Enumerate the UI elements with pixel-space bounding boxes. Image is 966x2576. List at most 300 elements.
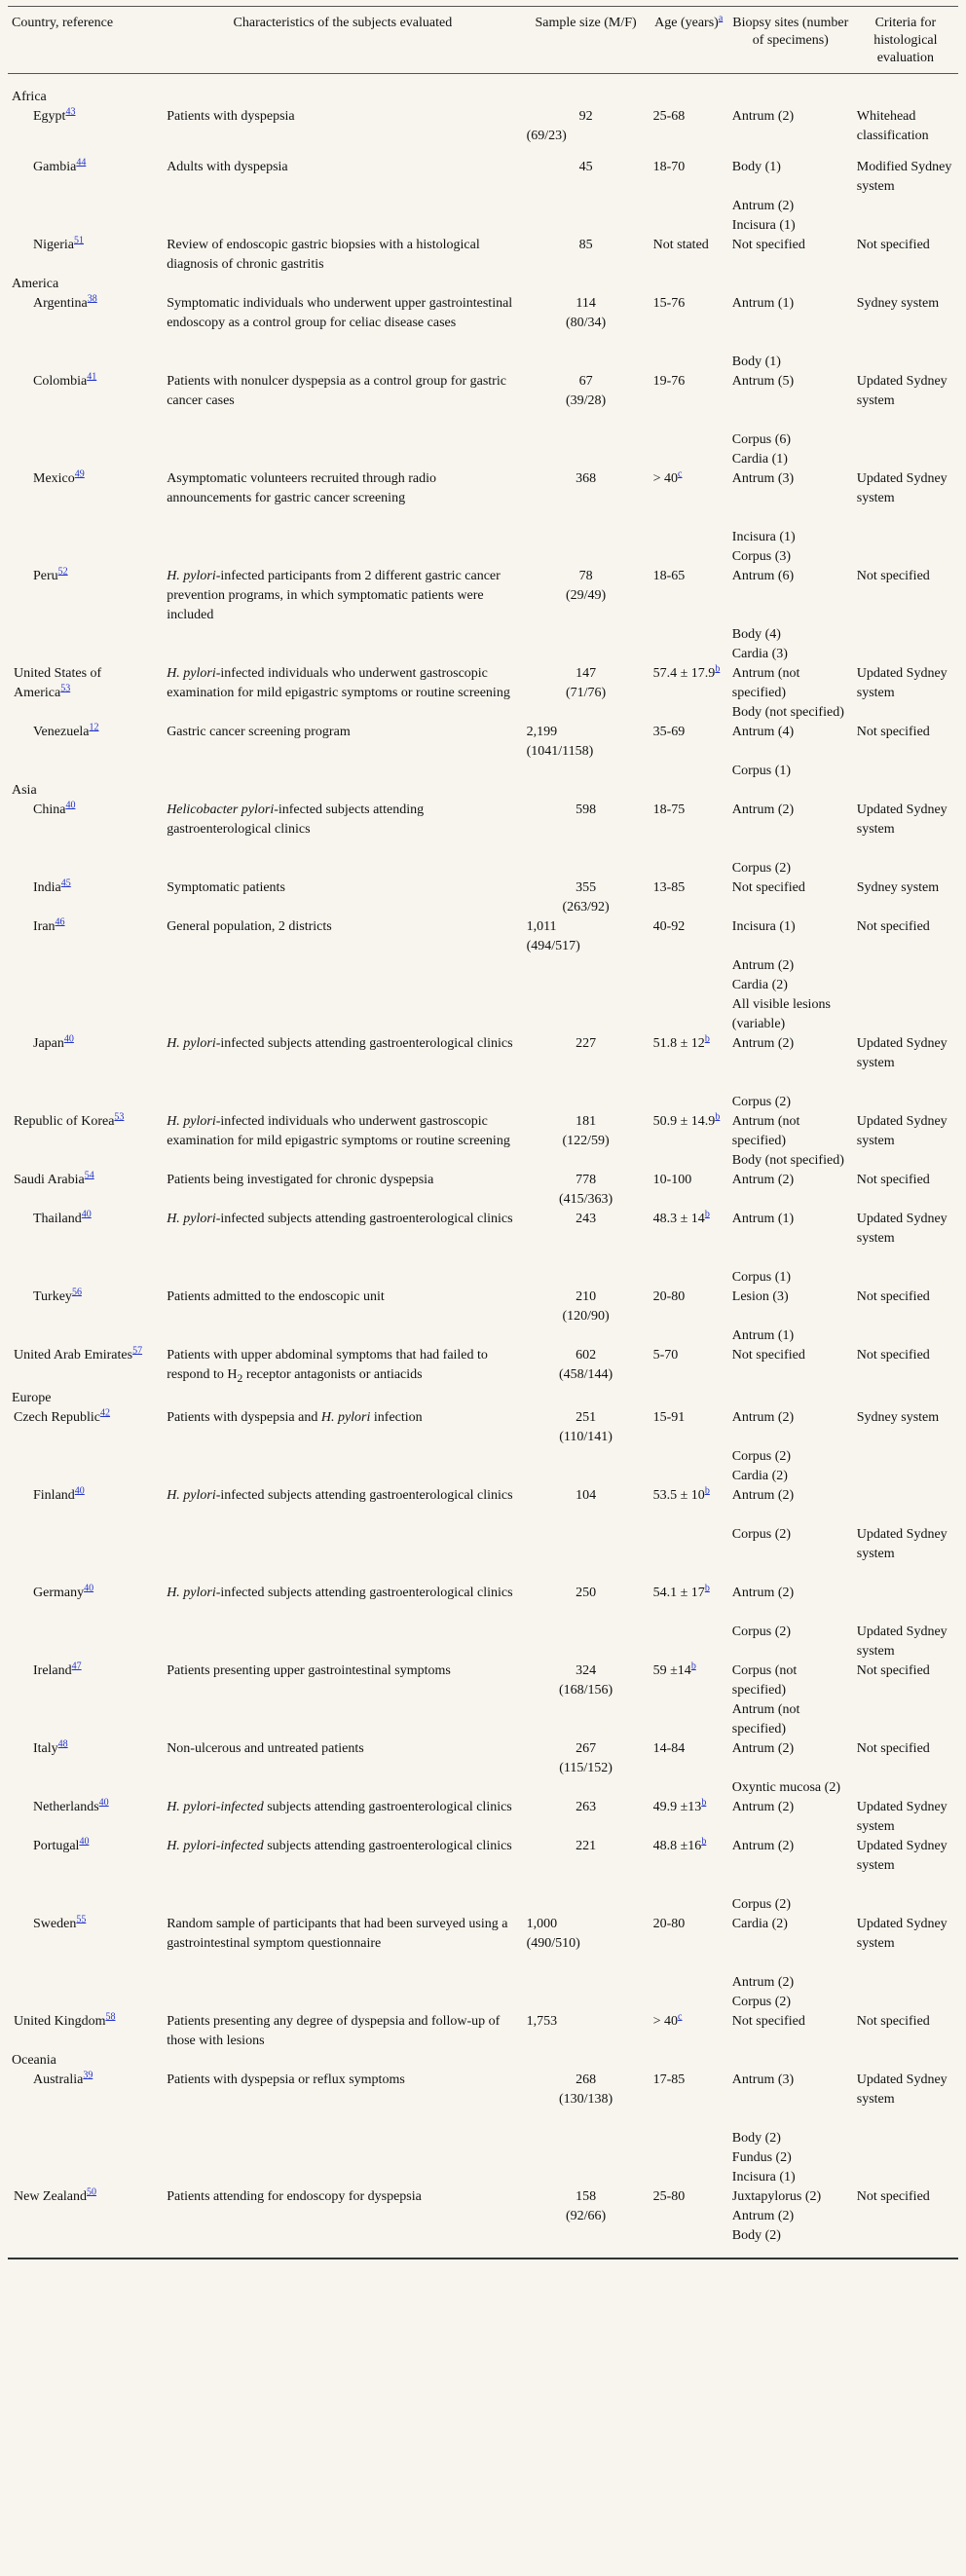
biopsy-sites-cell bbox=[728, 372, 853, 469]
reference-link[interactable]: 42 bbox=[100, 1407, 111, 1419]
age-cell: 15-91 bbox=[652, 1409, 686, 1425]
sample-size: 324 bbox=[576, 1662, 597, 1678]
criteria-cell: Sydney system bbox=[856, 1409, 940, 1425]
biopsy-site: Body (not specified) bbox=[731, 1153, 844, 1168]
characteristics-cell bbox=[163, 1564, 522, 1661]
age-cell: 40-92 bbox=[652, 919, 686, 934]
criteria-cell: Not specified bbox=[856, 569, 930, 583]
criteria-cell: Not specified bbox=[856, 2013, 930, 2029]
age-cell bbox=[650, 2012, 728, 2051]
characteristics-cell: Symptomatic patients bbox=[167, 880, 285, 895]
biopsy-site: Corpus (6) bbox=[731, 432, 792, 447]
biopsy-site: Corpus (2) bbox=[731, 1448, 792, 1464]
country-name: Portugal bbox=[33, 1838, 80, 1853]
table-row bbox=[8, 1408, 958, 1486]
species-name: H. pylori bbox=[167, 1114, 216, 1129]
reference-link[interactable]: 39 bbox=[83, 2070, 93, 2081]
footnote-link-b[interactable]: b bbox=[715, 663, 721, 675]
region-asia: Asia bbox=[12, 783, 37, 798]
characteristics-cell bbox=[163, 1034, 522, 1112]
criteria-cell: Updated Sydney system bbox=[856, 374, 947, 408]
species-name: H. pylori bbox=[167, 1212, 216, 1226]
age-value: 59 ±14 bbox=[652, 1662, 691, 1678]
country-cell bbox=[8, 469, 163, 567]
country-name: Argentina bbox=[33, 296, 88, 311]
age-cell: 13-85 bbox=[652, 880, 686, 895]
sample-mf: (415/363) bbox=[558, 1192, 613, 1207]
sample-mf: (115/152) bbox=[559, 1760, 613, 1775]
sample-size-cell bbox=[523, 917, 650, 1034]
age-value: 54.1 ± 17 bbox=[652, 1585, 705, 1600]
country-cell bbox=[8, 236, 163, 275]
country-cell bbox=[8, 1288, 163, 1346]
biopsy-site: Antrum (2) bbox=[731, 2208, 795, 2223]
criteria-cell: Not specified bbox=[856, 2188, 930, 2204]
reference-link[interactable]: 43 bbox=[65, 106, 76, 118]
sample-size: 355 bbox=[576, 880, 597, 895]
reference-link[interactable]: 49 bbox=[74, 468, 85, 480]
age-cell: 25-68 bbox=[652, 109, 686, 124]
sample-mf: (110/141) bbox=[559, 1429, 613, 1444]
characteristics-cell: Patients admitted to the endoscopic unit bbox=[167, 1289, 385, 1304]
age-cell: 18-75 bbox=[652, 803, 686, 817]
sample-mf: (122/59) bbox=[562, 1134, 610, 1148]
biopsy-site: Corpus (2) bbox=[731, 1526, 792, 1542]
footnote-link-b[interactable]: b bbox=[701, 1836, 707, 1848]
biopsy-site: Antrum (2) bbox=[731, 1974, 795, 1990]
country-name: Australia bbox=[33, 2072, 84, 2087]
sample-mf: (494/517) bbox=[526, 939, 580, 953]
table-row bbox=[8, 2187, 958, 2246]
country-cell bbox=[8, 878, 163, 917]
footnote-link-b[interactable]: b bbox=[701, 1797, 707, 1809]
biopsy-sites-cell: Antrum (2) bbox=[731, 1173, 795, 1187]
age-value: 48.3 ± 14 bbox=[652, 1212, 705, 1226]
biopsy-site: Antrum (2) bbox=[731, 1036, 795, 1051]
country-name: Colombia bbox=[33, 374, 88, 389]
age-cell bbox=[650, 1798, 728, 1837]
age-cell: 14-84 bbox=[652, 1740, 686, 1756]
biopsy-site: Antrum (not specified) bbox=[731, 1114, 800, 1148]
biopsy-site: Antrum (2) bbox=[731, 1409, 795, 1425]
header-country: Country, reference bbox=[8, 7, 163, 74]
biopsy-sites-cell: Not specified bbox=[731, 1348, 805, 1363]
sample-mf: (168/156) bbox=[558, 1682, 613, 1698]
sample-size-cell: 368 bbox=[576, 471, 597, 486]
biopsy-site: Juxtapylorus (2) bbox=[731, 2188, 822, 2204]
criteria-cell: Updated Sydney system bbox=[856, 471, 947, 505]
reference-link[interactable]: 53 bbox=[60, 683, 71, 694]
biopsy-sites-cell bbox=[728, 1486, 853, 1564]
age-value: 53.5 ± 10 bbox=[652, 1487, 705, 1503]
sample-size: 2,199 bbox=[526, 725, 558, 739]
criteria-cell: Updated Sydney system bbox=[856, 2072, 947, 2107]
reference-link[interactable]: 52 bbox=[57, 566, 68, 578]
sample-size: 602 bbox=[576, 1348, 597, 1363]
country-name: Peru bbox=[33, 569, 58, 583]
biopsy-site: Antrum (2) bbox=[731, 958, 795, 973]
criteria-cell bbox=[853, 1564, 958, 1661]
table-row bbox=[8, 1798, 958, 1837]
footnote-link-b[interactable]: b bbox=[704, 1485, 710, 1497]
sample-size-cell bbox=[523, 1346, 650, 1389]
reference-link[interactable]: 40 bbox=[63, 1033, 74, 1045]
biopsy-site: Fundus (2) bbox=[731, 2149, 792, 2165]
characteristics-cell: Review of endoscopic gastric biopsies with a histological diagnosis of chronic gastritis bbox=[167, 238, 480, 272]
reference-link[interactable]: 41 bbox=[87, 371, 97, 383]
criteria-text: Updated Sydney system bbox=[856, 1526, 947, 1561]
species-name: H. pylori bbox=[167, 1487, 216, 1503]
reference-link[interactable]: 40 bbox=[98, 1797, 109, 1809]
biopsy-site: Antrum (2) bbox=[731, 1487, 795, 1503]
country-cell bbox=[8, 1034, 163, 1112]
country-cell bbox=[8, 1661, 163, 1739]
biopsy-site: All visible lesions (variable) bbox=[731, 997, 831, 1031]
characteristics-cell bbox=[163, 1837, 522, 1915]
country-cell bbox=[8, 107, 163, 146]
characteristics-cell: Gastric cancer screening program bbox=[167, 725, 351, 739]
species-name: H. pylori bbox=[320, 1409, 371, 1425]
biopsy-sites-cell bbox=[728, 1915, 853, 2012]
table-row bbox=[8, 2012, 958, 2051]
footnote-link-b[interactable]: b bbox=[704, 1033, 710, 1045]
biopsy-site: Antrum (5) bbox=[731, 374, 795, 389]
reference-link[interactable]: 53 bbox=[114, 1111, 125, 1123]
reference-link[interactable]: 40 bbox=[84, 1583, 94, 1594]
sample-size-cell bbox=[523, 1739, 650, 1798]
biopsy-sites-cell bbox=[728, 801, 853, 878]
sample-mf: (458/144) bbox=[558, 1367, 613, 1382]
table-row bbox=[8, 1210, 958, 1288]
reference-link[interactable]: 56 bbox=[71, 1287, 82, 1298]
sample-size-cell bbox=[523, 2187, 650, 2246]
sample-size: 778 bbox=[576, 1173, 597, 1187]
biopsy-sites-cell bbox=[728, 1661, 853, 1739]
country-name: India bbox=[33, 880, 61, 895]
characteristics-cell: Random sample of participants that had been surveyed using a gastrointestinal symptom questionnaire bbox=[167, 1916, 508, 1951]
age-value: > 40 bbox=[652, 471, 679, 486]
age-value: 51.8 ± 12 bbox=[652, 1036, 705, 1051]
country-name: New Zealand bbox=[14, 2188, 88, 2204]
footnote-link-b[interactable]: b bbox=[704, 1209, 710, 1220]
characteristics-cell bbox=[163, 1346, 522, 1389]
biopsy-sites-cell bbox=[728, 1210, 853, 1288]
age-cell bbox=[650, 1837, 728, 1915]
biopsy-sites-cell bbox=[728, 1739, 853, 1798]
country-cell bbox=[8, 917, 163, 1034]
country-cell bbox=[8, 1798, 163, 1837]
sample-size-cell: 221 bbox=[576, 1838, 597, 1853]
sample-size-cell: 1,753 bbox=[526, 2013, 558, 2029]
country-name: Saudi Arabia bbox=[14, 1173, 85, 1187]
biopsy-sites-cell bbox=[728, 664, 853, 723]
table-row bbox=[8, 1486, 958, 1564]
sample-size: 92 bbox=[578, 109, 593, 124]
country-name: United States of America bbox=[14, 666, 102, 700]
characteristics-cell: Adults with dyspepsia bbox=[167, 160, 288, 174]
age-value: 48.8 ±16 bbox=[652, 1838, 702, 1853]
characteristics-cell: Patients being investigated for chronic dyspepsia bbox=[167, 1173, 434, 1187]
country-cell bbox=[8, 1486, 163, 1564]
biopsy-sites-cell: Not specified bbox=[731, 238, 805, 252]
sample-size-cell: 243 bbox=[576, 1212, 597, 1226]
sample-mf: (120/90) bbox=[562, 1309, 610, 1324]
sample-size-cell bbox=[523, 1288, 650, 1346]
table-row bbox=[8, 469, 958, 567]
sample-size: 147 bbox=[576, 666, 597, 681]
criteria-cell: Not specified bbox=[856, 1348, 930, 1363]
biopsy-site: Corpus (2) bbox=[731, 861, 792, 876]
footnote-link-c[interactable]: c bbox=[678, 2011, 683, 2023]
country-cell bbox=[8, 1837, 163, 1915]
biopsy-site: Antrum (2) bbox=[731, 803, 795, 817]
biopsy-site: Corpus (2) bbox=[731, 1994, 792, 2009]
sample-mf: (39/28) bbox=[565, 393, 607, 408]
sample-mf: (71/76) bbox=[565, 686, 607, 700]
sample-size-cell bbox=[523, 567, 650, 664]
reference-link[interactable]: 48 bbox=[57, 1738, 68, 1750]
biopsy-site: Body (2) bbox=[731, 2130, 781, 2146]
sample-size: 267 bbox=[576, 1740, 597, 1756]
biopsy-sites-cell: Antrum (2) bbox=[731, 109, 795, 124]
age-cell: 15-76 bbox=[652, 296, 686, 311]
table-row bbox=[8, 158, 958, 236]
age-cell: 19-76 bbox=[652, 374, 686, 389]
table-row bbox=[8, 917, 958, 1034]
characteristics-text: -infected subjects attending gastroenterological clinics bbox=[215, 1585, 513, 1600]
country-cell bbox=[8, 723, 163, 781]
criteria-cell: Not specified bbox=[856, 1662, 930, 1678]
table-row bbox=[8, 1739, 958, 1798]
reference-link[interactable]: 40 bbox=[81, 1209, 92, 1220]
biopsy-site: Antrum (not specified) bbox=[731, 1701, 800, 1736]
country-name: Mexico bbox=[33, 471, 75, 486]
characteristics-text: Patients with upper abdominal symptoms that had failed to respond to H bbox=[167, 1348, 488, 1382]
biopsy-sites-cell bbox=[728, 294, 853, 372]
biopsy-sites-cell bbox=[728, 567, 853, 664]
age-cell: Not stated bbox=[652, 238, 709, 252]
criteria-cell: Updated Sydney system bbox=[856, 666, 947, 700]
sample-mf: (490/510) bbox=[526, 1935, 580, 1951]
country-cell bbox=[8, 664, 163, 723]
country-cell bbox=[8, 1210, 163, 1288]
header-biopsy-sites: Biopsy sites (number of specimens) bbox=[728, 7, 853, 74]
sample-size: 210 bbox=[576, 1289, 597, 1304]
reference-link[interactable]: 44 bbox=[76, 157, 87, 168]
criteria-cell: Updated Sydney system bbox=[856, 1114, 947, 1148]
biopsy-site: Incisura (1) bbox=[731, 919, 796, 934]
criteria-cell bbox=[853, 1486, 958, 1564]
age-cell: 5-70 bbox=[652, 1348, 679, 1363]
biopsy-site: Corpus (not specified) bbox=[731, 1662, 798, 1698]
sample-mf: (1041/1158) bbox=[526, 744, 594, 759]
characteristics-text: -infected subjects attending gastroenterological clinics bbox=[215, 1487, 513, 1503]
age-cell bbox=[650, 469, 728, 567]
characteristics-text: subjects attending gastroenterological clinics bbox=[263, 1838, 512, 1853]
country-name: Egypt bbox=[33, 109, 66, 124]
biopsy-site: Antrum (2) bbox=[731, 1838, 795, 1853]
species-name: H. pylori bbox=[167, 1585, 216, 1600]
reference-link[interactable]: 38 bbox=[87, 293, 97, 305]
age-cell: 25-80 bbox=[652, 2188, 686, 2204]
characteristics-text: infection bbox=[370, 1409, 423, 1425]
criteria-cell: Not specified bbox=[856, 919, 930, 934]
biopsy-site: Body (1) bbox=[731, 160, 781, 174]
sample-size-cell bbox=[523, 107, 650, 146]
age-value: 57.4 ± 17.9 bbox=[652, 666, 716, 681]
age-cell bbox=[650, 1564, 728, 1661]
criteria-text: Updated Sydney system bbox=[856, 1624, 947, 1659]
country-name: Turkey bbox=[33, 1289, 72, 1304]
reference-link[interactable]: 58 bbox=[105, 2011, 116, 2023]
characteristics-cell: Patients with dyspepsia or reflux symptoms bbox=[167, 2072, 405, 2087]
sample-size-cell bbox=[523, 294, 650, 372]
reference-link[interactable]: 45 bbox=[60, 877, 71, 889]
sample-size: 67 bbox=[578, 374, 593, 389]
reference-link[interactable]: 40 bbox=[65, 800, 76, 811]
biopsy-sites-cell bbox=[728, 723, 853, 781]
biopsy-site: Corpus (2) bbox=[731, 1896, 792, 1912]
country-cell bbox=[8, 2012, 163, 2051]
table-row bbox=[8, 1288, 958, 1346]
criteria-cell: Not specified bbox=[856, 1740, 930, 1756]
reference-link[interactable]: 40 bbox=[79, 1836, 90, 1848]
country-name: Netherlands bbox=[33, 1799, 99, 1814]
reference-link[interactable]: 47 bbox=[71, 1661, 82, 1672]
country-cell bbox=[8, 801, 163, 878]
footnote-link-c[interactable]: c bbox=[678, 468, 683, 480]
biopsy-sites-cell bbox=[728, 469, 853, 567]
table-row bbox=[8, 107, 958, 146]
age-cell: 35-69 bbox=[652, 725, 686, 739]
species-name: Helicobacter pylori bbox=[167, 803, 275, 817]
sample-size: 1,000 bbox=[526, 1916, 558, 1931]
country-name: Czech Republic bbox=[14, 1409, 101, 1425]
biopsy-site: Lesion (3) bbox=[731, 1289, 789, 1304]
criteria-cell: Updated Sydney system bbox=[856, 1838, 947, 1873]
characteristics-text: -infected individuals who underwent gastroscopic examination for mild epigastric symptoms or routine screening bbox=[167, 666, 510, 700]
characteristics-cell: Patients presenting upper gastrointestinal symptoms bbox=[167, 1662, 451, 1678]
species-name: H. pylori-infected bbox=[167, 1838, 264, 1853]
country-name: Republic of Korea bbox=[14, 1114, 115, 1129]
age-cell: 18-65 bbox=[652, 569, 686, 583]
country-name: United Arab Emirates bbox=[14, 1348, 133, 1363]
biopsy-site: Corpus (2) bbox=[731, 1095, 792, 1109]
characteristics-cell: Patients with nonulcer dyspepsia as a control group for gastric cancer cases bbox=[167, 374, 506, 408]
criteria-cell: Not specified bbox=[856, 1173, 930, 1187]
region-europe: Europe bbox=[12, 1390, 52, 1405]
age-cell: 20-80 bbox=[652, 1916, 686, 1931]
biopsy-site: Cardia (3) bbox=[731, 647, 788, 661]
characteristics-cell bbox=[163, 1112, 522, 1171]
criteria-cell: Updated Sydney system bbox=[856, 1036, 947, 1070]
characteristics-text: -infected subjects attending gastroenterological clinics bbox=[167, 803, 425, 837]
biopsy-site: Incisura (1) bbox=[731, 2169, 796, 2184]
species-name: H. pylori-infected bbox=[167, 1799, 264, 1814]
biopsy-sites-cell bbox=[728, 1837, 853, 1915]
country-name: China bbox=[33, 803, 66, 817]
reference-link[interactable]: 46 bbox=[55, 916, 65, 928]
table-row bbox=[8, 1915, 958, 2012]
characteristics-cell: Asymptomatic volunteers recruited through radio announcements for gastric cancer screening bbox=[167, 471, 437, 505]
characteristics-text: -infected subjects attending gastroenterological clinics bbox=[215, 1212, 513, 1226]
country-name: Sweden bbox=[33, 1916, 77, 1931]
reference-link[interactable]: 55 bbox=[76, 1914, 87, 1925]
biopsy-sites-cell bbox=[728, 2187, 853, 2246]
characteristics-cell: General population, 2 districts bbox=[167, 919, 332, 934]
reference-link[interactable]: 57 bbox=[132, 1345, 143, 1357]
footnote-link-a[interactable]: a bbox=[718, 13, 724, 24]
criteria-cell: Modified Sydney system bbox=[856, 160, 952, 194]
country-cell bbox=[8, 2071, 163, 2187]
biopsy-sites-cell: Not specified bbox=[731, 2013, 805, 2029]
biopsy-sites-cell bbox=[728, 1034, 853, 1112]
biopsy-site: Cardia (1) bbox=[731, 452, 788, 467]
header-age bbox=[650, 7, 728, 74]
sample-size-cell bbox=[523, 723, 650, 781]
biopsy-site: Cardia (2) bbox=[731, 1468, 788, 1483]
criteria-cell: Updated Sydney system bbox=[856, 1212, 947, 1246]
region-america: America bbox=[12, 277, 59, 291]
reference-link[interactable]: 12 bbox=[89, 722, 99, 733]
footnote-link-b[interactable]: b bbox=[715, 1111, 721, 1123]
age-cell: 10-100 bbox=[652, 1173, 692, 1187]
table-row bbox=[8, 664, 958, 723]
age-cell: 17-85 bbox=[652, 2072, 686, 2087]
biopsy-site: Antrum (4) bbox=[731, 725, 795, 739]
biopsy-site: Oxyntic mucosa (2) bbox=[731, 1779, 840, 1795]
table-row bbox=[8, 567, 958, 664]
country-name: Germany bbox=[33, 1585, 85, 1600]
sample-size-cell: 45 bbox=[578, 160, 593, 174]
reference-link[interactable]: 40 bbox=[74, 1485, 85, 1497]
criteria-cell: Not specified bbox=[856, 725, 930, 739]
reference-link[interactable]: 51 bbox=[73, 235, 84, 246]
country-cell bbox=[8, 1171, 163, 1210]
characteristics-text: -infected participants from 2 different gastric cancer prevention programs, in which symptomatic patients were included bbox=[167, 569, 501, 622]
biopsy-site: Cardia (2) bbox=[731, 978, 788, 992]
biopsy-sites-cell bbox=[728, 1408, 853, 1486]
reference-link[interactable]: 50 bbox=[87, 2186, 97, 2198]
footnote-link-b[interactable]: b bbox=[690, 1661, 696, 1672]
sample-size: 181 bbox=[576, 1114, 597, 1129]
biopsy-site: Body (1) bbox=[731, 355, 781, 369]
table-row bbox=[8, 372, 958, 469]
biopsy-sites-cell: Not specified bbox=[731, 880, 805, 895]
country-name: Ireland bbox=[33, 1662, 72, 1678]
sample-mf: (92/66) bbox=[565, 2208, 607, 2223]
sample-size-cell: 598 bbox=[576, 803, 597, 817]
sample-size-cell: 85 bbox=[578, 238, 593, 252]
characteristics-text: -infected individuals who underwent gastroscopic examination for mild epigastric symptoms or routine screening bbox=[167, 1114, 510, 1148]
characteristics-cell bbox=[163, 1408, 522, 1486]
footnote-link-b[interactable]: b bbox=[704, 1583, 710, 1594]
header-characteristics: Characteristics of the subjects evaluated bbox=[163, 7, 522, 74]
table-row bbox=[8, 1661, 958, 1739]
table-row bbox=[8, 801, 958, 878]
biopsy-site: Antrum (1) bbox=[731, 296, 795, 311]
sample-mf: (80/34) bbox=[565, 316, 607, 330]
table-row bbox=[8, 1564, 958, 1661]
biopsy-site: Antrum (1) bbox=[731, 1328, 795, 1343]
sample-mf: (69/23) bbox=[526, 129, 567, 143]
table-row bbox=[8, 236, 958, 275]
biopsy-sites-cell bbox=[728, 1564, 853, 1661]
age-value: > 40 bbox=[652, 2013, 679, 2029]
country-name: Gambia bbox=[33, 160, 77, 174]
age-cell bbox=[650, 1661, 728, 1739]
reference-link[interactable]: 54 bbox=[84, 1170, 94, 1181]
